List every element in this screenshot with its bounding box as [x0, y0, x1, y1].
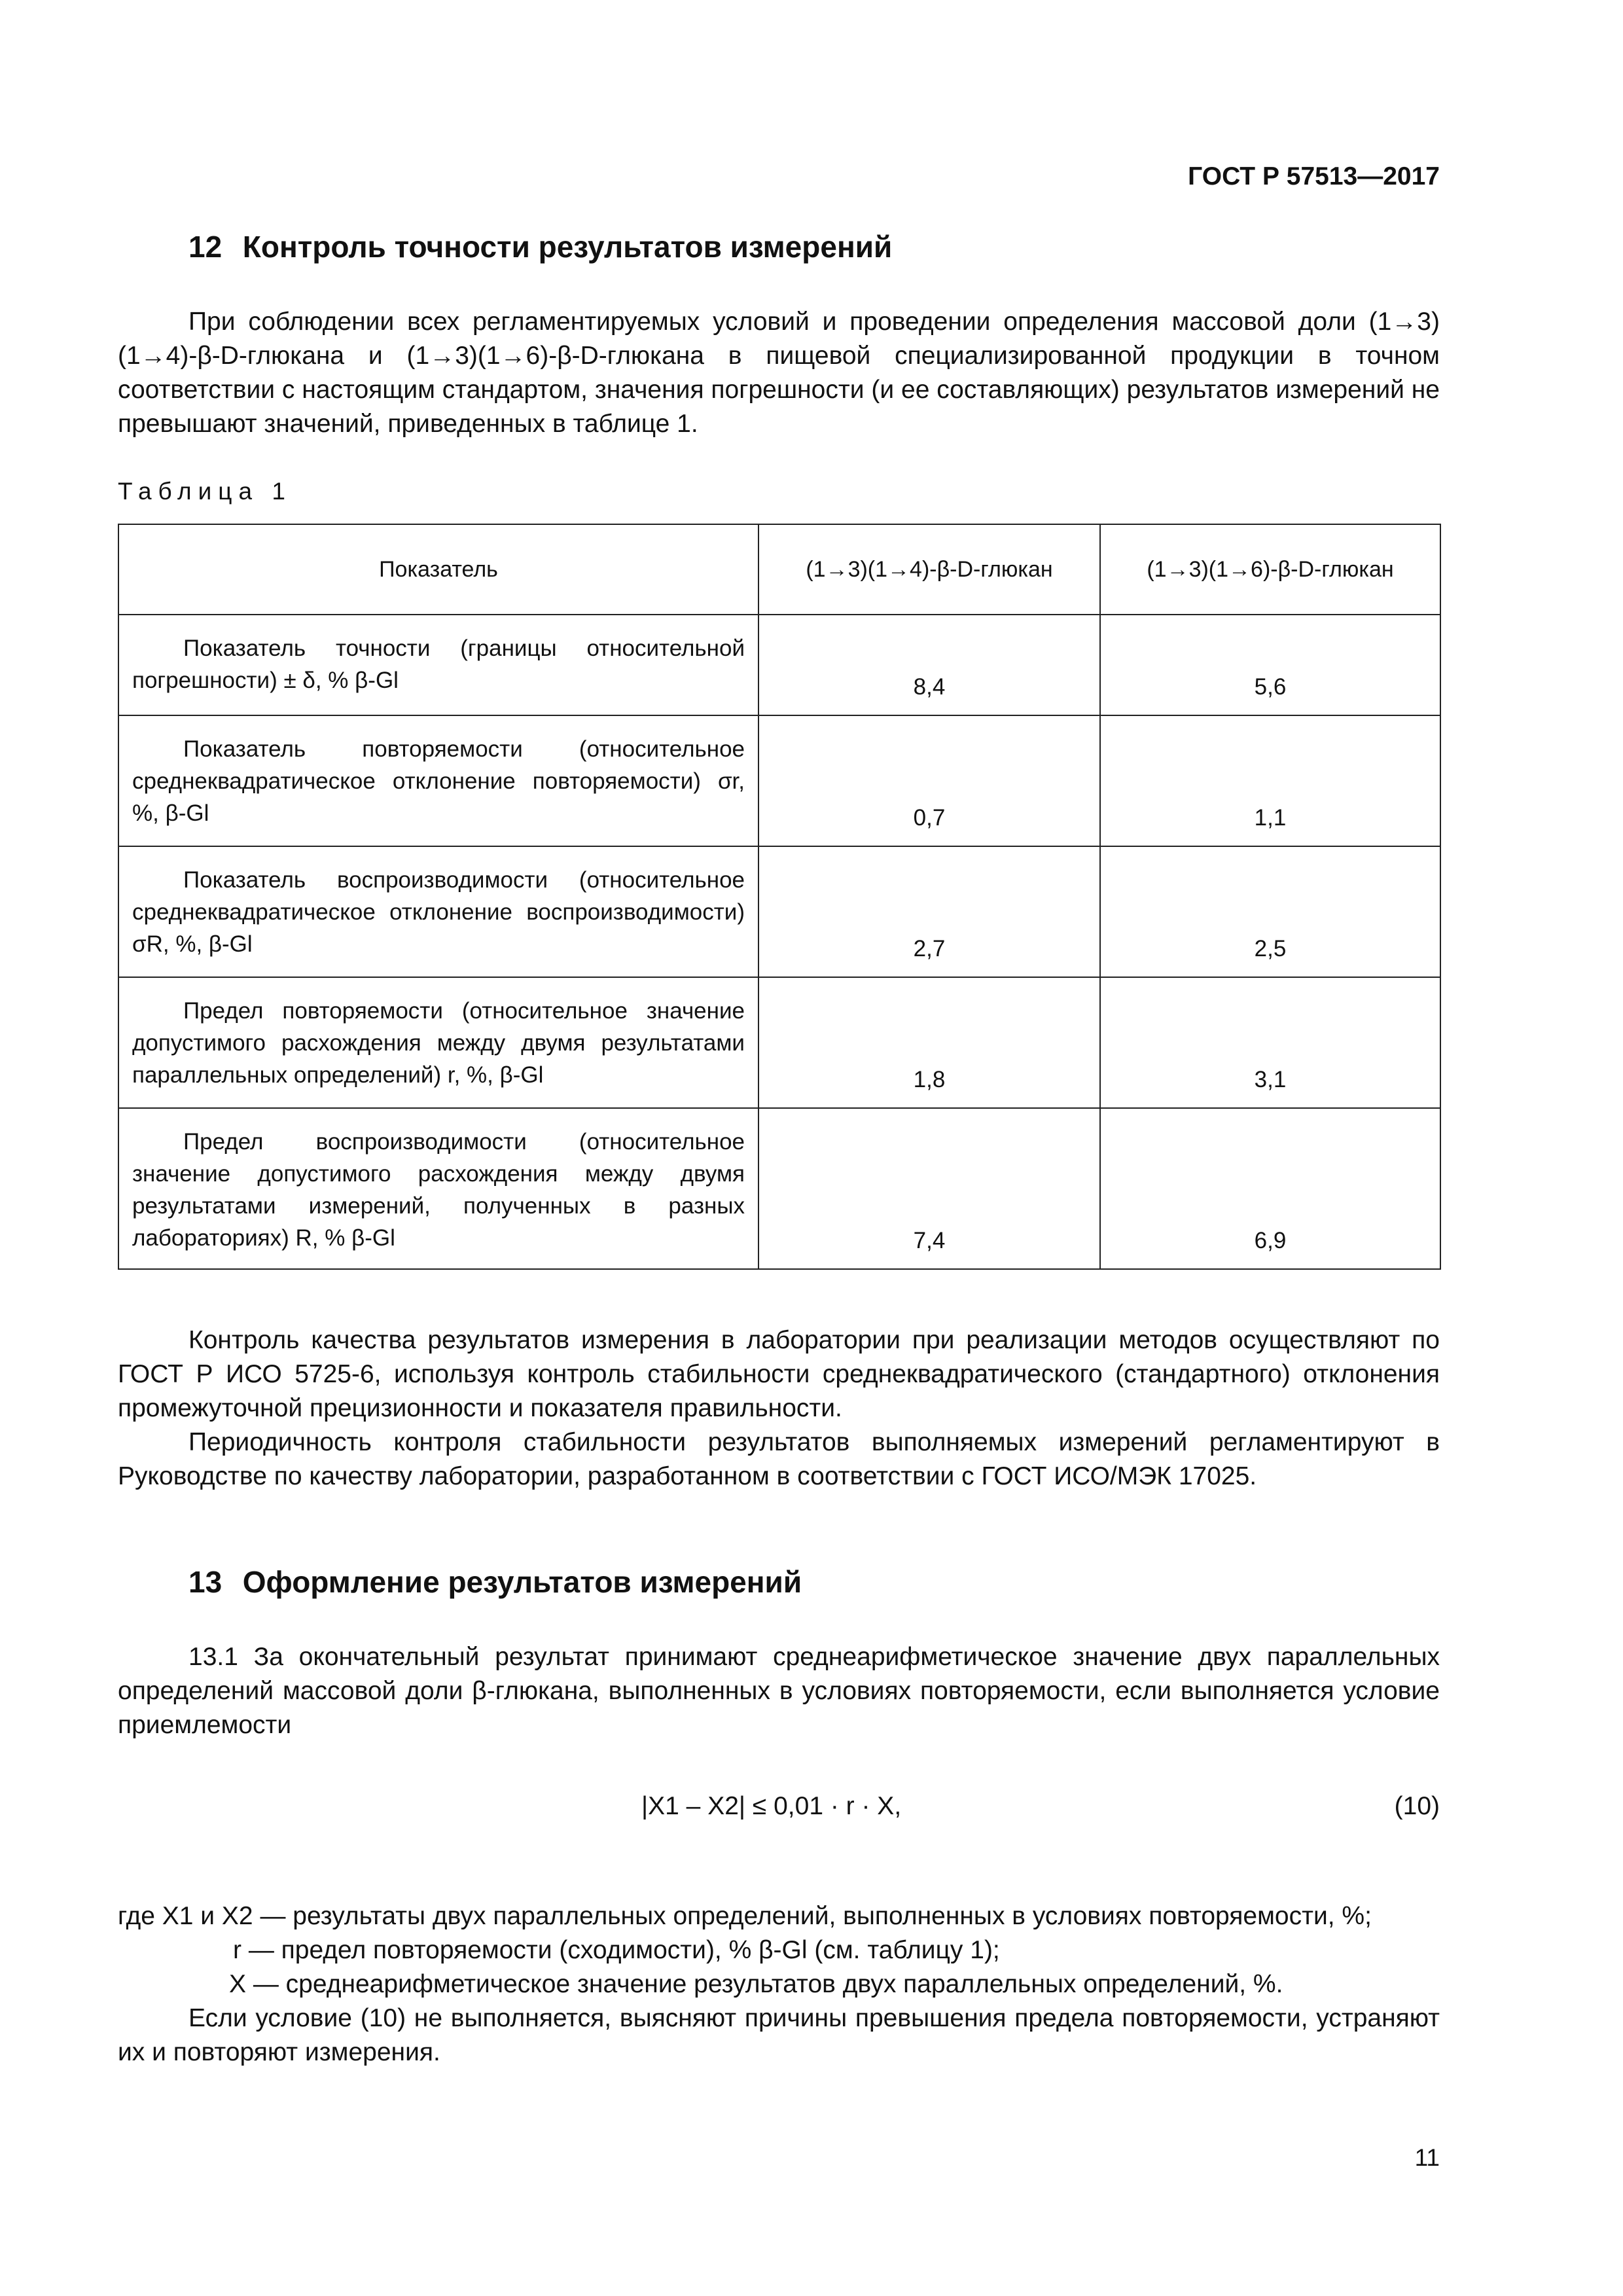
section-13-final-paragraph [118, 2001, 1440, 2070]
row-value: 7,4 [758, 1108, 1100, 1269]
section-13-number: 13 [188, 1565, 223, 1599]
section-12-heading [188, 229, 892, 264]
document-code: ГОСТ Р 57513—2017 [1188, 162, 1440, 190]
formula-row [118, 1792, 1440, 1831]
header-indicator: Показатель [118, 524, 758, 615]
formula-number: (10) [1394, 1792, 1440, 1820]
page-number: 11 [1414, 2144, 1440, 2171]
periodicity-paragraph [118, 1426, 1440, 1494]
row-label [118, 1108, 758, 1269]
quality-control-paragraph [118, 1323, 1440, 1426]
periodicity-text: Периодичность контроля стабильности результатов выполняемых измерений регламентируют в Руководстве по качеству лаборатории, разработанном в соответствии с ГОСТ ИСО/МЭК 17025. [118, 1428, 1440, 1490]
table-caption: Таблица 1 [118, 478, 292, 505]
row-value: 2,5 [1100, 846, 1440, 977]
section-12-number: 12 [188, 230, 223, 264]
section-13-1-paragraph [118, 1640, 1440, 1742]
table-row [118, 1108, 1440, 1269]
row-label-text: Предел воспроизводимости (относительное значение допустимого расхождения между двумя результатами измерений, полученных в разных лабораториях) R, % β-Gl [132, 1129, 745, 1251]
row-value: 8,4 [758, 615, 1100, 715]
table-row [118, 615, 1440, 715]
header-glucan-1-4: (1→3)(1→4)-β-D-глюкан [758, 524, 1100, 615]
section-12-title: Контроль точности результатов измерений [242, 230, 893, 264]
row-value: 1,8 [758, 977, 1100, 1108]
row-label [118, 715, 758, 846]
row-label-text: Показатель воспроизводимости (относительное среднеквадратическое отклонение воспроизводимости) σR, %, β-Gl [132, 867, 745, 957]
row-value: 6,9 [1100, 1108, 1440, 1269]
row-label-text: Показатель точности (границы относительной погрешности) ± δ, % β-Gl [132, 636, 745, 693]
table-row [118, 715, 1440, 846]
section-13-title: Оформление результатов измерений [242, 1565, 802, 1599]
row-value: 2,7 [758, 846, 1100, 977]
quality-control-text: Контроль качества результатов измерения в лаборатории при реализации методов осуществляют по ГОСТ Р ИСО 5725-6, используя контроль стабильности среднеквадратического (стандартного) отклонения промежуточной прецизионности и показателя правильности. [118, 1326, 1440, 1422]
where-x1-x2: где X1 и X2 — результаты двух параллельных определений, выполненных в условиях повторяемости, %; [118, 1902, 1372, 1930]
section-13-1-text: 13.1 За окончательный результат принимают среднеарифметическое значение двух параллельных определений массовой доли β-глюкана, выполненных в условиях повторяемости, если выполняется условие приемлемости [118, 1643, 1440, 1739]
where-x: X — среднеарифметическое значение результатов двух параллельных определений, %. [229, 1970, 1283, 1998]
row-value: 1,1 [1100, 715, 1440, 846]
section-12-intro [118, 305, 1440, 441]
row-label-text: Показатель повторяемости (относительное среднеквадратическое отклонение повторяемости) σr, %, β-Gl [132, 736, 745, 826]
row-label [118, 615, 758, 715]
row-label [118, 977, 758, 1108]
table-row [118, 846, 1440, 977]
row-value: 5,6 [1100, 615, 1440, 715]
row-label-text: Предел повторяемости (относительное значение допустимого расхождения между двумя результатами параллельных определений) r, %, β-Gl [132, 998, 745, 1088]
acceptance-formula: |X1 – X2| ≤ 0,01 · r · X, [641, 1792, 902, 1820]
section-13-final-text: Если условие (10) не выполняется, выясняют причины превышения предела повторяемости, устраняют их и повторяют измерения. [118, 2004, 1440, 2066]
table-row [118, 977, 1440, 1108]
section-12-intro-text: При соблюдении всех регламентируемых условий и проведении определения массовой доли (1→3)(1→4)-β-D-глюкана и (1→3)(1→6)-β-D-глюкана в пищевой специализированной продукции в точном соответствии с настоящим стандартом, значения погрешности (и ее составляющих) результатов измерений не превышают значений, приведенных в таблице 1. [118, 308, 1440, 438]
row-label [118, 846, 758, 977]
row-value: 3,1 [1100, 977, 1440, 1108]
where-r: r — предел повторяемости (сходимости), % β-Gl (см. таблицу 1); [233, 1936, 1000, 1964]
table-header-row [118, 524, 1440, 615]
header-glucan-1-6: (1→3)(1→6)-β-D-глюкан [1100, 524, 1440, 615]
accuracy-table [118, 524, 1441, 1270]
section-13-heading [188, 1564, 802, 1600]
row-value: 0,7 [758, 715, 1100, 846]
